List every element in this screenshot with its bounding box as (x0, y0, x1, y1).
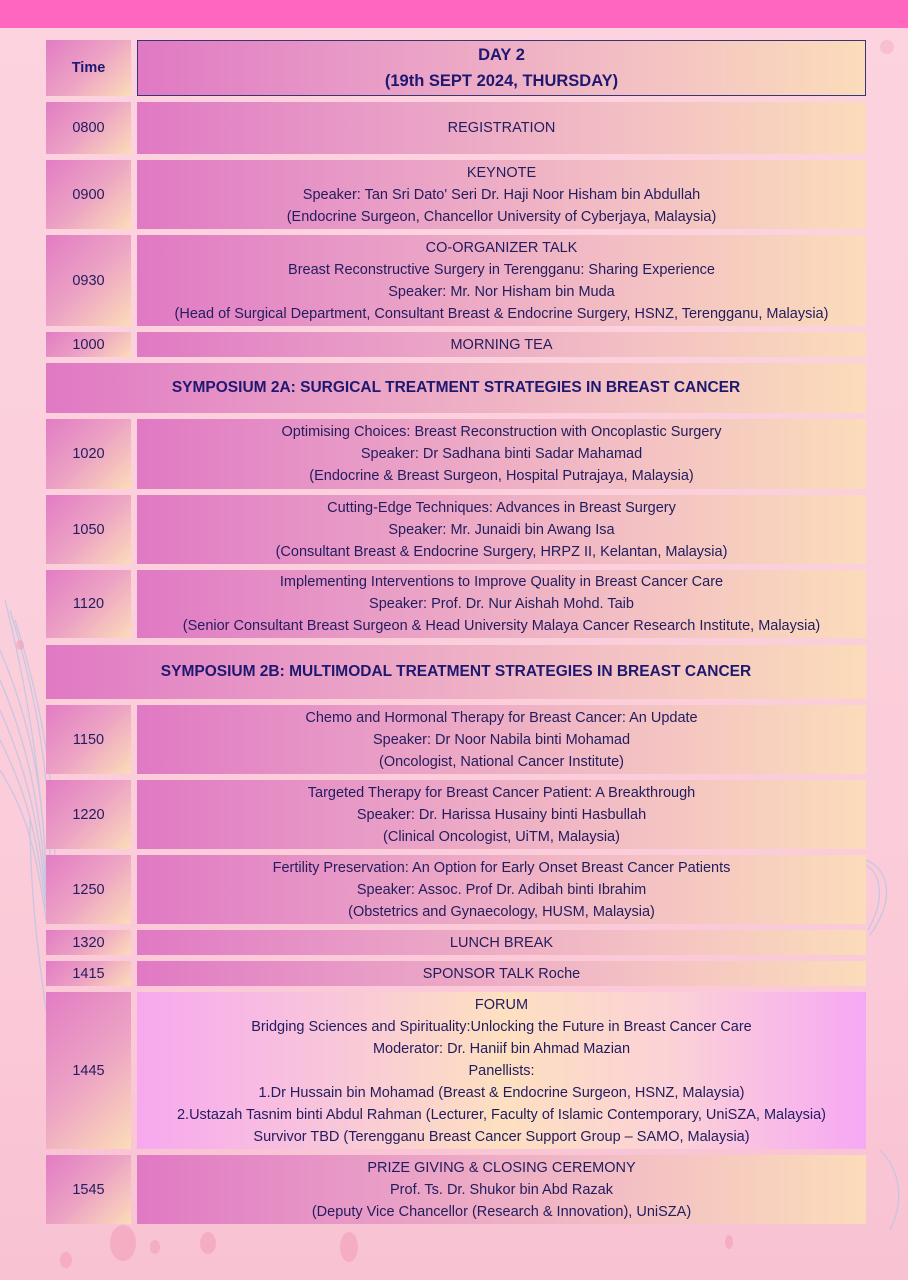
session-cell (137, 855, 866, 924)
blossom-decoration (16, 640, 24, 650)
time-value: 0800 (72, 120, 105, 136)
session-title: Cutting-Edge Techniques: Advances in Breast Surgery (327, 499, 676, 516)
time-value: 1445 (72, 1062, 105, 1079)
day-date: (19th SEPT 2024, THURSDAY) (384, 72, 619, 90)
session-title: MORNING TEA (450, 336, 553, 353)
top-banner-bar (0, 0, 908, 28)
time-value: 1000 (72, 336, 105, 353)
session-cell (137, 160, 866, 229)
time-cell (46, 705, 131, 774)
time-cell (46, 102, 131, 154)
blossom-decoration (150, 1240, 160, 1254)
session-title: Chemo and Hormonal Therapy for Breast Cancer: An Update (305, 709, 698, 726)
session-cell (137, 780, 866, 849)
session-affiliation: (Obstetrics and Gynaecology, HUSM, Malaysia) (348, 903, 655, 920)
session-affiliation: (Consultant Breast & Endocrine Surgery, HRPZ II, Kelantan, Malaysia) (275, 543, 728, 560)
session-cell (137, 705, 866, 774)
session-speaker: Speaker: Assoc. Prof Dr. Adibah binti Ibrahim (356, 881, 647, 898)
panellist: 2.Ustazah Tasnim binti Abdul Rahman (Lecturer, Faculty of Islamic Contemporary, UniSZA, Malaysia) (176, 1106, 826, 1123)
time-cell (46, 930, 131, 955)
session-affiliation: (Clinical Oncologist, UiTM, Malaysia) (383, 828, 620, 845)
time-cell (46, 855, 131, 924)
blossom-decoration (880, 40, 894, 54)
time-cell (46, 419, 131, 489)
time-value: 0930 (72, 272, 105, 289)
session-cell (137, 419, 866, 489)
session-affiliation: (Oncologist, National Cancer Institute) (379, 753, 624, 770)
blossom-decoration (725, 1235, 733, 1249)
blossom-decoration (340, 1232, 358, 1262)
symposium-2a-heading (46, 363, 866, 413)
session-title: Targeted Therapy for Breast Cancer Patient: A Breakthrough (307, 784, 696, 801)
session-affiliation: (Head of Surgical Department, Consultant Breast & Endocrine Surgery, HSNZ, Terengganu, Malaysia) (174, 305, 829, 322)
time-value: 1150 (72, 731, 105, 748)
panellist: Survivor TBD (Terengganu Breast Cancer Support Group – SAMO, Malaysia) (253, 1128, 750, 1145)
session-speaker: Speaker: Mr. Nor Hisham bin Muda (388, 283, 615, 300)
session-speaker: Speaker: Dr. Harissa Husainy binti Hasbullah (356, 806, 647, 823)
session-title: KEYNOTE (466, 164, 537, 181)
section-title: SYMPOSIUM 2B: MULTIMODAL TREATMENT STRATEGIES IN BREAST CANCER (160, 663, 752, 680)
time-value: 1050 (72, 521, 105, 538)
time-cell (46, 992, 131, 1149)
session-title: SPONSOR TALK Roche (422, 965, 581, 982)
session-speaker: Speaker: Dr Noor Nabila binti Mohamad (372, 731, 631, 748)
time-cell (46, 961, 131, 986)
day-title: DAY 2 (478, 46, 525, 64)
session-cell (137, 332, 866, 357)
session-cell (137, 102, 866, 154)
time-value: 1120 (72, 596, 105, 612)
session-speaker: Speaker: Prof. Dr. Nur Aishah Mohd. Taib (369, 596, 634, 612)
symposium-2b-heading (46, 645, 866, 699)
session-affiliation: (Senior Consultant Breast Surgeon & Head University Malaya Cancer Research Institute, Malaysia) (182, 618, 821, 634)
time-value: 0900 (72, 186, 105, 203)
panellist: 1.Dr Hussain bin Mohamad (Breast & Endocrine Surgeon, HSNZ, Malaysia) (258, 1084, 745, 1101)
time-cell (46, 235, 131, 326)
session-cell (137, 495, 866, 564)
session-cell (137, 930, 866, 955)
panellists-label: Panellists: (468, 1062, 535, 1079)
session-affiliation: (Endocrine Surgeon, Chancellor University of Cyberjaya, Malaysia) (286, 208, 717, 225)
time-cell (46, 780, 131, 849)
session-moderator: Moderator: Dr. Haniif bin Ahmad Mazian (372, 1040, 631, 1057)
session-title: Fertility Preservation: An Option for Early Onset Breast Cancer Patients (272, 859, 731, 876)
session-speaker: Speaker: Mr. Junaidi bin Awang Isa (388, 521, 615, 538)
session-affiliation: (Endocrine & Breast Surgeon, Hospital Putrajaya, Malaysia) (309, 468, 694, 484)
session-speaker: Speaker: Dr Sadhana binti Sadar Mahamad (360, 446, 643, 462)
time-cell (46, 570, 131, 638)
time-cell (46, 160, 131, 229)
blossom-decoration (60, 1252, 72, 1268)
time-value: 1220 (72, 806, 105, 823)
time-column-header (46, 40, 131, 96)
session-title: LUNCH BREAK (449, 934, 554, 951)
section-title: SYMPOSIUM 2A: SURGICAL TREATMENT STRATEGIES IN BREAST CANCER (171, 379, 741, 396)
time-cell (46, 1155, 131, 1224)
time-header-label: Time (71, 60, 106, 76)
blossom-decoration (110, 1225, 136, 1261)
time-value: 1020 (72, 446, 105, 462)
time-value: 1415 (72, 965, 105, 982)
time-value: 1250 (72, 881, 105, 898)
session-cell (137, 235, 866, 326)
session-affiliation: (Deputy Vice Chancellor (Research & Innovation), UniSZA) (311, 1203, 692, 1220)
session-title: Optimising Choices: Breast Reconstruction with Oncoplastic Surgery (281, 424, 722, 440)
session-title: Breast Reconstructive Surgery in Terengganu: Sharing Experience (288, 261, 715, 278)
session-cell (137, 570, 866, 638)
time-value: 1320 (72, 934, 105, 951)
day-header (137, 40, 866, 96)
session-title: PRIZE GIVING & CLOSING CEREMONY (367, 1159, 636, 1176)
session-title: REGISTRATION (447, 120, 556, 136)
session-speaker: Prof. Ts. Dr. Shukor bin Abd Razak (390, 1181, 613, 1198)
session-speaker: Speaker: Tan Sri Dato' Seri Dr. Haji Noor Hisham bin Abdullah (302, 186, 701, 203)
time-cell (46, 332, 131, 357)
session-type: FORUM (474, 996, 529, 1013)
session-cell (137, 961, 866, 986)
session-title: Bridging Sciences and Spirituality:Unlocking the Future in Breast Cancer Care (251, 1018, 752, 1035)
forum-session-cell (137, 992, 866, 1149)
time-value: 1545 (72, 1181, 105, 1198)
time-cell (46, 495, 131, 564)
session-type: CO-ORGANIZER TALK (425, 239, 578, 256)
session-title: Implementing Interventions to Improve Quality in Breast Cancer Care (279, 574, 724, 590)
session-cell (137, 1155, 866, 1224)
blossom-decoration (200, 1232, 216, 1254)
